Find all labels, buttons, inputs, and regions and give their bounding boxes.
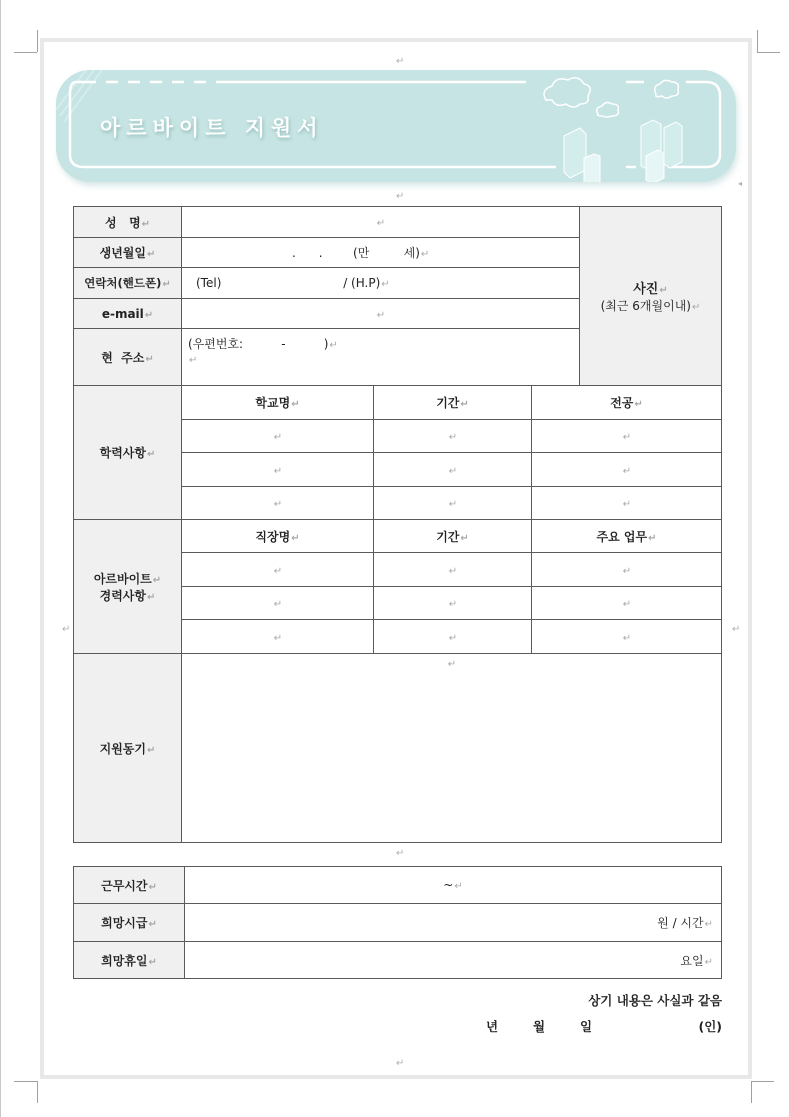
seal-label: (인): [698, 1019, 722, 1034]
paragraph-mark: ↵: [62, 624, 71, 635]
education-major-1[interactable]: ↵: [532, 420, 722, 453]
name-field[interactable]: ↵: [182, 207, 580, 238]
education-school-3[interactable]: ↵: [182, 487, 374, 520]
paragraph-mark: ↵: [396, 848, 405, 859]
address-field[interactable]: (우편번호: - )↵ ↵: [182, 329, 580, 386]
career-col-duties: 주요 업무↵: [532, 520, 722, 553]
contact-label: 연락처(핸드폰)↵: [74, 268, 182, 299]
education-period-1[interactable]: ↵: [374, 420, 532, 453]
education-label: 학력사항↵: [74, 386, 182, 520]
career-company-1[interactable]: ↵: [182, 553, 374, 587]
crop-mark-tl-h: [14, 52, 37, 53]
work-hours-label: 근무시간↵: [74, 867, 185, 904]
photo-label: 사진↵: [633, 282, 668, 297]
dayoff-label: 희망휴일↵: [74, 942, 185, 979]
career-col-company: 직장명↵: [182, 520, 374, 553]
work-hours-field[interactable]: ~↵: [185, 867, 722, 904]
career-duties-3[interactable]: ↵: [532, 620, 722, 654]
crop-mark-br-v: [751, 1081, 752, 1103]
email-field[interactable]: ↵: [182, 299, 580, 329]
career-label: 아르바이트↵ 경력사항↵: [74, 520, 182, 654]
career-period-3[interactable]: ↵: [374, 620, 532, 654]
birth-field[interactable]: . . (만 세)↵: [182, 238, 580, 268]
window-left-edge: [0, 0, 1, 1117]
crop-mark-br-h: [751, 1081, 774, 1082]
tel-label: (Tel): [196, 276, 222, 290]
education-period-2[interactable]: ↵: [374, 453, 532, 487]
paragraph-mark: ↵: [396, 56, 405, 67]
motivation-field[interactable]: ↵: [182, 654, 722, 843]
history-table: [73, 385, 722, 843]
crop-mark-tr-v: [757, 30, 758, 52]
education-major-2[interactable]: ↵: [532, 453, 722, 487]
name-label: 성 명↵: [74, 207, 182, 238]
education-period-3[interactable]: ↵: [374, 487, 532, 520]
career-duties-2[interactable]: ↵: [532, 587, 722, 620]
page-title: 아르바이트 지원서: [100, 116, 324, 140]
career-col-period: 기간↵: [374, 520, 532, 553]
photo-box[interactable]: [580, 207, 722, 386]
wage-field[interactable]: 원 / 시간↵: [185, 904, 722, 942]
education-col-period: 기간↵: [374, 386, 532, 420]
education-school-2[interactable]: ↵: [182, 453, 374, 487]
anchor-mark: ◂: [738, 179, 743, 188]
date-day-label: 일: [580, 1019, 593, 1034]
education-col-school: 학교명↵: [182, 386, 374, 420]
education-col-major: 전공↵: [532, 386, 722, 420]
birth-label: 생년월일↵: [74, 238, 182, 268]
crop-mark-bl-h: [14, 1081, 37, 1082]
career-duties-1[interactable]: ↵: [532, 553, 722, 587]
date-month-label: 월: [533, 1019, 546, 1034]
career-company-2[interactable]: ↵: [182, 587, 374, 620]
career-period-1[interactable]: ↵: [374, 553, 532, 587]
crop-mark-tl-v: [37, 30, 38, 52]
crop-mark-tr-h: [757, 52, 780, 53]
education-school-1[interactable]: ↵: [182, 420, 374, 453]
closing-statement: 상기 내용은 사실과 같음: [588, 993, 722, 1008]
hp-label: / (H.P): [343, 276, 381, 290]
address-label: 현 주소↵: [74, 329, 182, 386]
contact-field[interactable]: (Tel) / (H.P)↵: [182, 268, 580, 299]
education-major-3[interactable]: ↵: [532, 487, 722, 520]
paragraph-mark: ↵: [396, 1058, 405, 1069]
career-period-2[interactable]: ↵: [374, 587, 532, 620]
email-label: e-mail↵: [74, 299, 182, 329]
paragraph-mark: ↵: [732, 624, 741, 635]
dayoff-field[interactable]: 요일↵: [185, 942, 722, 979]
date-year-label: 년: [486, 1019, 499, 1034]
motivation-label: 지원동기↵: [74, 654, 182, 843]
conditions-table: [73, 866, 722, 979]
paragraph-mark: ↵: [396, 191, 405, 202]
career-company-3[interactable]: ↵: [182, 620, 374, 654]
wage-label: 희망시급↵: [74, 904, 185, 942]
personal-info-table: [73, 206, 722, 386]
photo-note: (최근 6개월이내)↵: [600, 299, 701, 313]
crop-mark-bl-v: [37, 1081, 38, 1103]
